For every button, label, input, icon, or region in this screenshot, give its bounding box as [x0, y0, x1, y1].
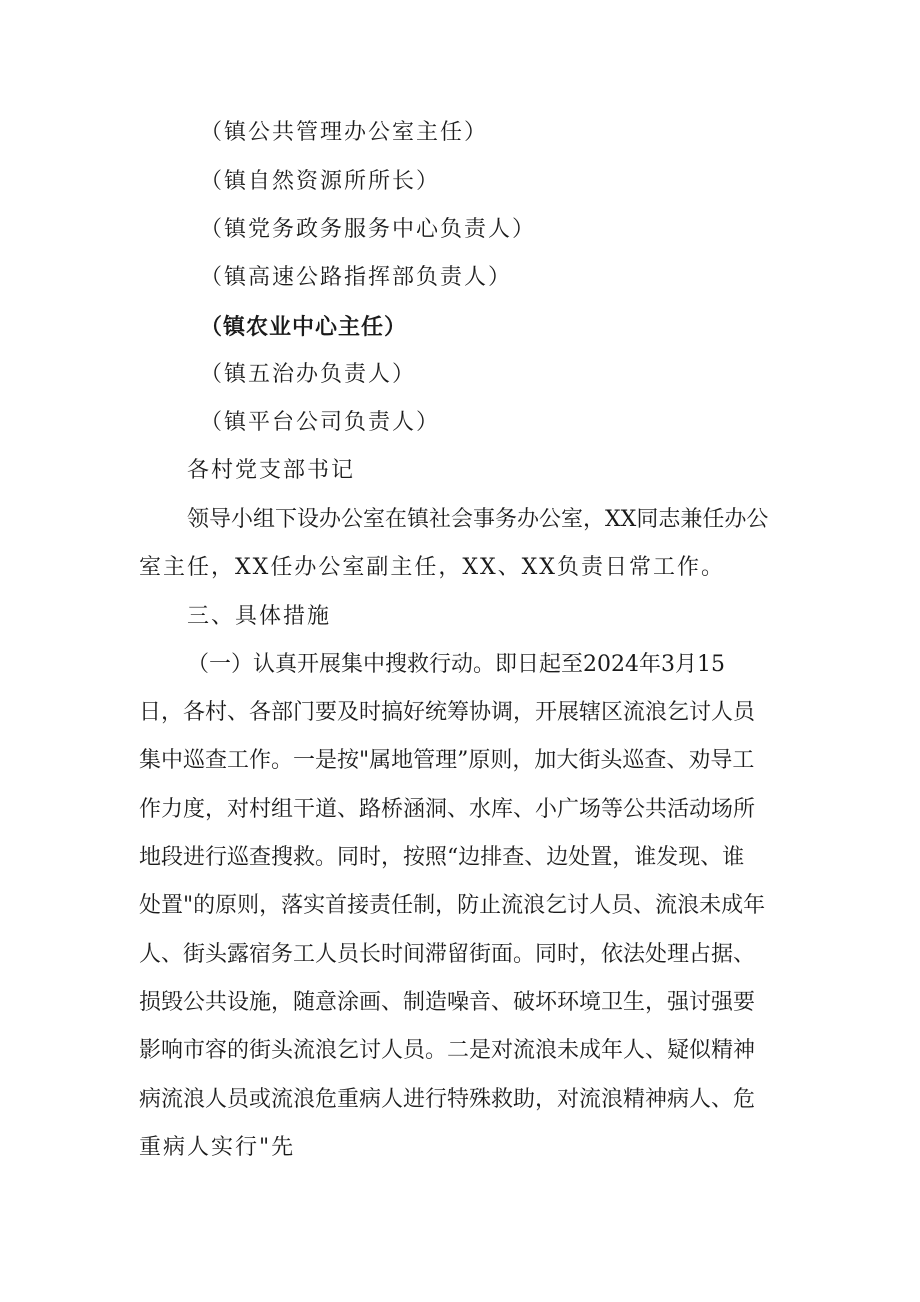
member-highway-command: （镇高速公路指挥部负责人）	[200, 265, 513, 290]
section-heading: 三、具体措施	[187, 604, 332, 629]
measures-line-9: 影响市容的街头流浪乞讨人员。二是对流浪未成年人、疑似精神	[139, 1038, 756, 1063]
measures-line-11: 重病人实行"先	[139, 1135, 296, 1160]
member-agriculture-center: （镇农业中心主任）	[200, 314, 408, 340]
measures-line-8: 损毁公共设施，随意涂画、制造噪音、破坏环境卫生，强讨强要	[139, 990, 756, 1015]
member-party-affairs-service-center: （镇党务政务服务中心负责人）	[200, 217, 537, 242]
measures-line-4: 作力度，对村组干道、路桥涵洞、水库、小广场等公共活动场所	[139, 797, 756, 822]
member-natural-resources-office: （镇自然资源所所长）	[200, 169, 441, 194]
measures-line-5: 地段进行巡查搜救。同时，按照“边排查、边处置，谁发现、谁	[139, 845, 745, 870]
measures-line-3: 集中巡查工作。一是按"属地管理”原则，加大街头巡查、劝导工	[139, 748, 755, 773]
village-party-secretaries: 各村党支部书记	[187, 458, 356, 483]
measures-line-10: 病流浪人员或流浪危重病人进行特殊救助，对流浪精神病人、危	[139, 1087, 756, 1112]
measures-line-1: （一）认真开展集中搜救行动。即日起至2024年3月15	[187, 652, 725, 677]
office-paragraph-line-2: 室主任，XX任办公室副主任，XX、XX负责日常工作。	[139, 555, 725, 580]
measures-line-7: 人、街头露宿务工人员长时间滞留街面。同时，依法处理占据、	[139, 942, 756, 967]
measures-line-2: 日，各村、各部门要及时搞好统筹协调，开展辖区流浪乞讨人员	[139, 700, 756, 725]
member-wuzhi-office: （镇五治办负责人）	[200, 362, 417, 387]
member-public-management-office: （镇公共管理办公室主任）	[200, 120, 489, 145]
measures-line-6: 处置"的原则，落实首接责任制，防止流浪乞讨人员、流浪未成年	[139, 893, 766, 918]
member-platform-company: （镇平台公司负责人）	[200, 410, 441, 435]
office-paragraph-line-1: 领导小组下设办公室在镇社会事务办公室，XX同志兼任办公	[187, 507, 769, 532]
